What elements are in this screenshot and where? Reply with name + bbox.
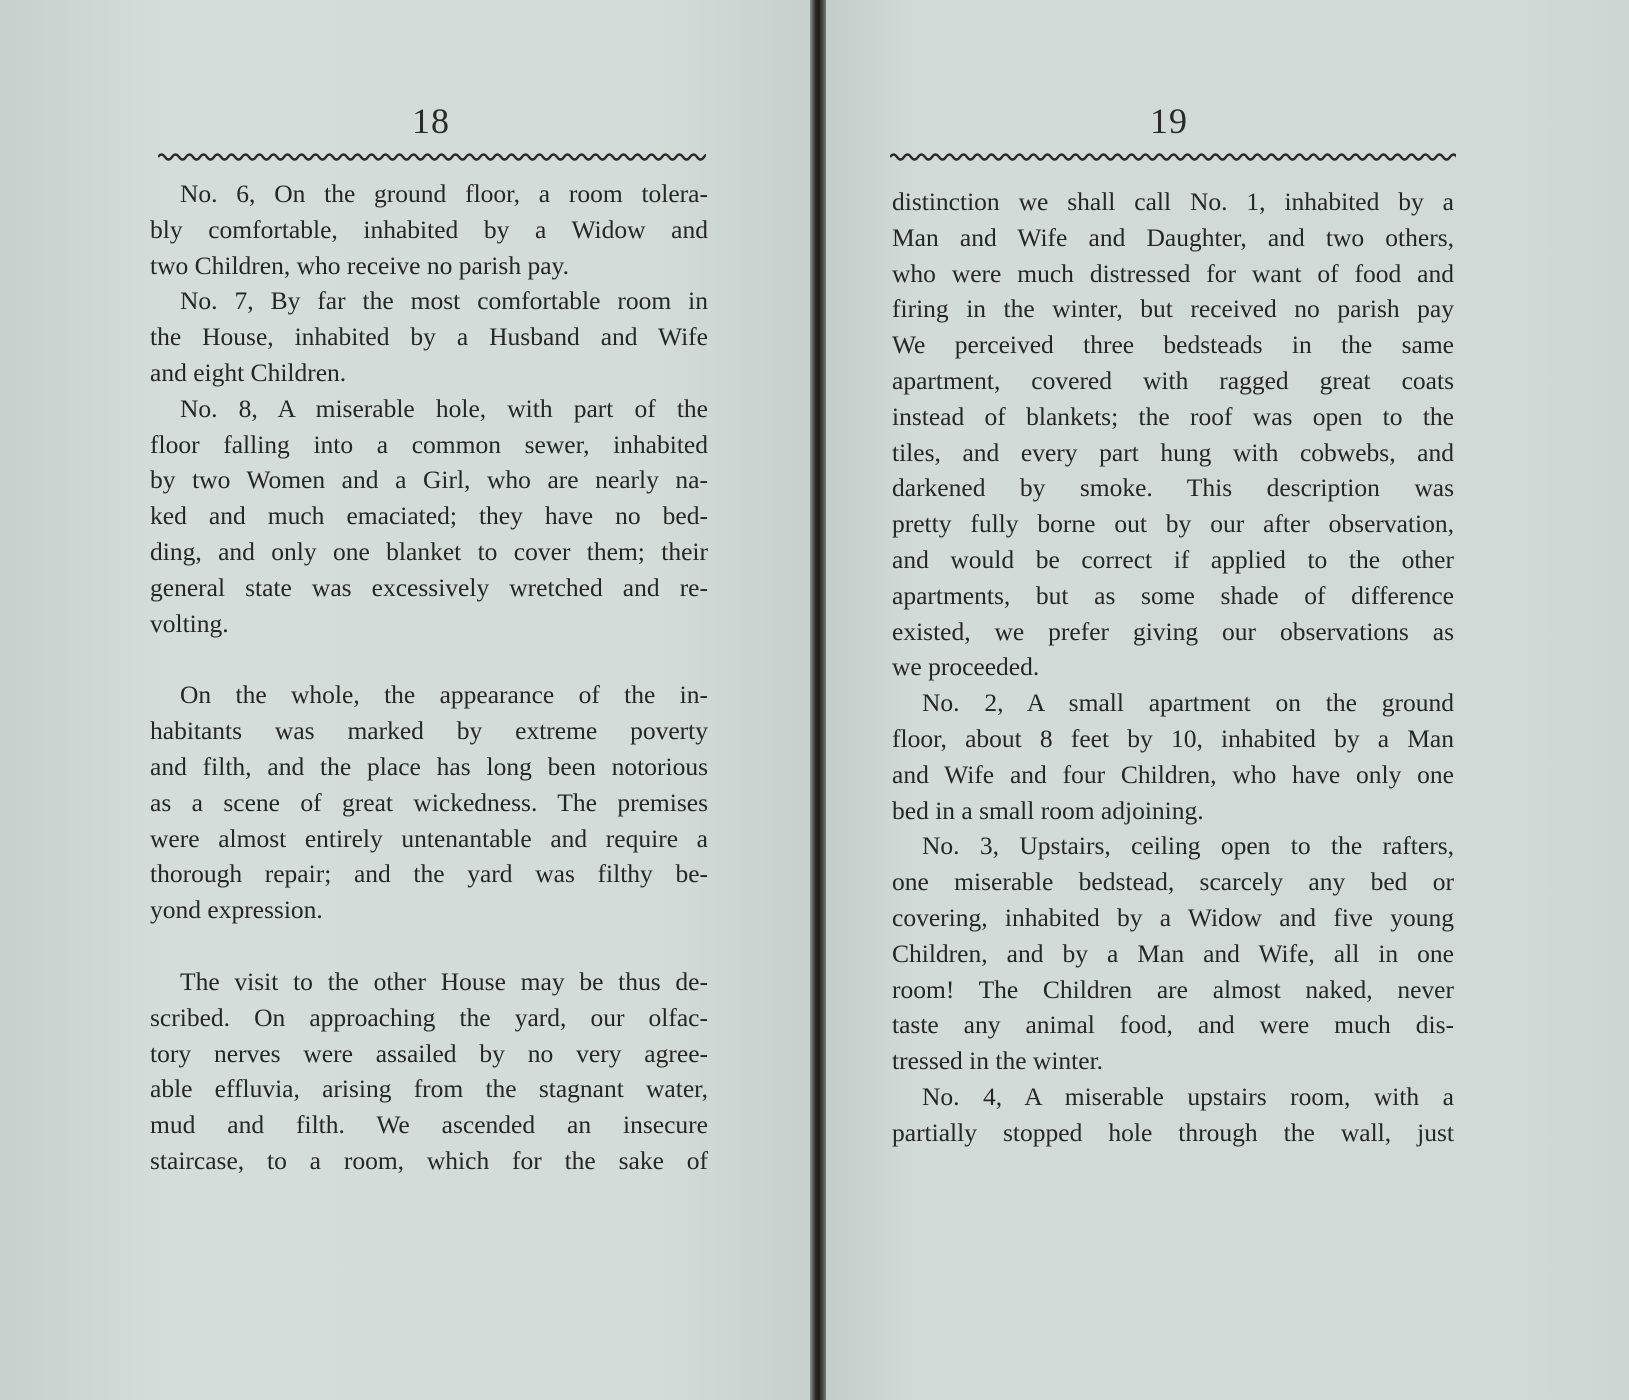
text-line: tory nerves were assailed by no very agree- — [150, 1038, 708, 1068]
right-page — [820, 0, 1629, 1400]
right-page-text — [892, 184, 1454, 1151]
text-line: firing in the winter, but received no parish pay — [892, 294, 1454, 324]
ornamental-rule-right — [890, 150, 1456, 164]
text-line: habitants was marked by extreme poverty — [150, 716, 708, 746]
text-line: room! The Children are almost naked, never — [892, 974, 1454, 1004]
text-line: able effluvia, arising from the stagnant water, — [150, 1074, 708, 1104]
text-line: pretty fully borne out by our after observation, — [892, 509, 1454, 539]
text-line: apartments, but as some shade of difference — [892, 580, 1454, 610]
text-line: scribed. On approaching the yard, our olfac- — [150, 1002, 708, 1032]
text-line: and filth, and the place has long been notorious — [150, 751, 708, 781]
text-line: as a scene of great wickedness. The premises — [150, 787, 708, 817]
text-line: ding, and only one blanket to cover them; their — [150, 536, 708, 566]
text-line: tressed in the winter. — [892, 1046, 1104, 1076]
text-line: No. 4, A miserable upstairs room, with a — [922, 1081, 1454, 1111]
paragraph-no-4 — [892, 1079, 1454, 1151]
text-line: No. 6, On the ground floor, a room tolera- — [180, 179, 708, 208]
text-line: On the whole, the appearance of the in- — [180, 680, 708, 710]
text-line: yond expression. — [150, 895, 323, 925]
text-line: distinction we shall call No. 1, inhabited by a — [892, 187, 1454, 216]
book-gutter — [810, 0, 826, 1400]
text-line: instead of blankets; the roof was open to the — [892, 401, 1454, 431]
paragraph-no-3 — [892, 828, 1454, 1079]
text-line: by two Women and a Girl, who are nearly na- — [150, 465, 708, 495]
text-line: bed in a small room adjoining. — [892, 795, 1204, 825]
text-line: bly comfortable, inhabited by a Widow and — [150, 214, 708, 244]
text-line: floor falling into a common sewer, inhabited — [150, 429, 708, 459]
paragraph-no-6 — [150, 176, 708, 283]
text-line: apartment, covered with ragged great coats — [892, 365, 1454, 395]
text-line: The visit to the other House may be thus de- — [180, 966, 708, 996]
text-line: and Wife and four Children, who have only one — [892, 759, 1454, 789]
text-line: ked and much emaciated; they have no bed- — [150, 501, 708, 531]
text-line: the House, inhabited by a Husband and Wife — [150, 322, 708, 352]
text-line: were almost entirely untenantable and require a — [150, 823, 708, 853]
text-line: covering, inhabited by a Widow and five young — [892, 902, 1454, 932]
text-line: tiles, and every part hung with cobwebs, and — [892, 437, 1454, 467]
text-line: who were much distressed for want of food and — [892, 258, 1454, 288]
text-line: No. 8, A miserable hole, with part of the — [180, 393, 708, 423]
text-line: we proceeded. — [892, 652, 1040, 682]
page-number-right: 19 — [1150, 101, 1188, 141]
left-page-text — [150, 176, 708, 1179]
text-line: one miserable bedstead, scarcely any bed or — [892, 867, 1454, 897]
text-line: Children, and by a Man and Wife, all in one — [892, 938, 1454, 968]
text-line: No. 7, By far the most comfortable room in — [180, 286, 708, 316]
text-line: No. 3, Upstairs, ceiling open to the rafters, — [922, 831, 1454, 861]
text-line: two Children, who receive no parish pay. — [150, 250, 569, 280]
ornamental-rule-left — [158, 150, 706, 164]
text-line: darkened by smoke. This description was — [892, 473, 1454, 503]
text-line: thorough repair; and the yard was filthy be- — [150, 859, 708, 889]
paragraph-no-7 — [150, 283, 708, 390]
text-line: staircase, to a room, which for the sake of — [150, 1145, 708, 1175]
text-line: floor, about 8 feet by 10, inhabited by a Man — [892, 723, 1454, 753]
text-line: No. 2, A small apartment on the ground — [922, 688, 1454, 718]
paragraph-distinction — [892, 184, 1454, 685]
text-line: and would be correct if applied to the other — [892, 544, 1454, 574]
text-line: and eight Children. — [150, 357, 347, 387]
text-line: mud and filth. We ascended an insecure — [150, 1110, 708, 1140]
paragraph-no-8 — [150, 391, 708, 642]
paragraph-no-2 — [892, 685, 1454, 828]
text-line: existed, we prefer giving our observations as — [892, 616, 1454, 646]
text-line: Man and Wife and Daughter, and two others, — [892, 222, 1454, 252]
text-line: taste any animal food, and were much dis- — [892, 1010, 1454, 1040]
text-line: We perceived three bedsteads in the same — [892, 330, 1454, 360]
paragraph-on-the-whole — [150, 677, 708, 928]
text-line: partially stopped hole through the wall, just — [892, 1117, 1454, 1147]
paragraph-the-visit — [150, 964, 708, 1179]
paragraph-gap — [150, 928, 708, 964]
text-line: volting. — [150, 608, 229, 638]
page-number-left: 18 — [412, 101, 450, 141]
paragraph-gap — [150, 641, 708, 677]
text-line: general state was excessively wretched and re- — [150, 572, 708, 602]
